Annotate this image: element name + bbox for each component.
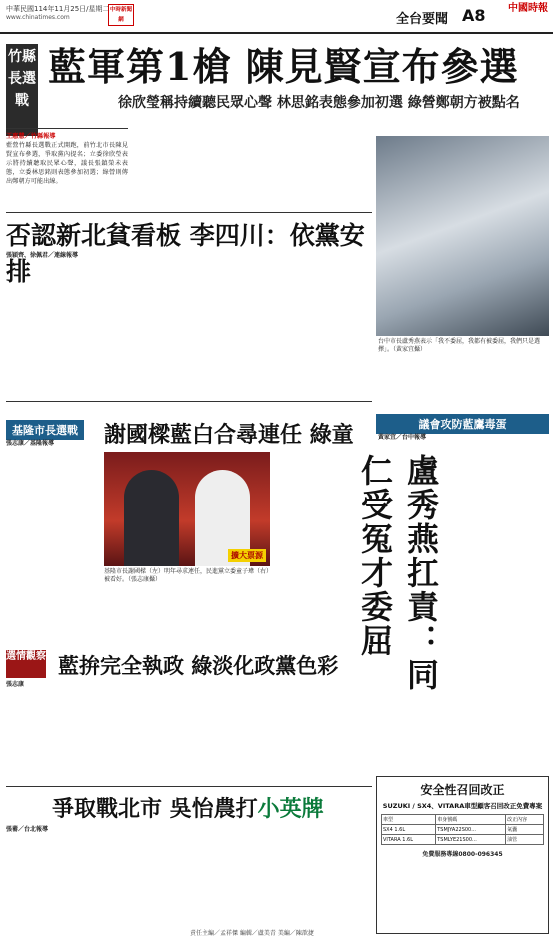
story2-byline: 張穎齊、徐佩君／連線報導 xyxy=(6,252,79,259)
table-cell: 油管 xyxy=(506,835,544,845)
story2-body xyxy=(6,262,372,402)
main-photo-caption: 台中市長盧秀燕表示「我不委屈，我都有被委屈，我們只是選擇」。（黃家宜攝） xyxy=(378,338,541,353)
story3-photo xyxy=(104,452,270,566)
story5-body xyxy=(6,690,372,782)
story1-body xyxy=(134,118,370,214)
section-title: 全台要聞 xyxy=(396,12,449,27)
table-cell: 氣囊 xyxy=(506,825,544,835)
story4-byline: 黃家宜／台中報導 xyxy=(378,434,427,441)
news-logo: 中時新聞網 xyxy=(108,4,134,26)
story5-headline: 藍拚完全執政 綠淡化政黨色彩 xyxy=(58,653,339,678)
candidate-left-figure xyxy=(124,470,179,566)
story4-body xyxy=(444,446,549,766)
table-cell: 車型 xyxy=(382,815,436,825)
ad-title: 安全性召回改正 xyxy=(420,783,505,797)
ad-subtitle: SUZUKI / SX4、VITARA車型顧客召回改正免費專案 xyxy=(382,802,543,810)
story5-tag: 選情觀察 xyxy=(6,650,46,678)
story6-headline-main: 爭取戰北市 吳怡農打 xyxy=(52,796,258,822)
story2-headline: 否認新北貧看板 李四川：依黨安排 xyxy=(6,221,365,286)
photo-label: 擴大票源 xyxy=(228,549,266,562)
story1-lede-text: 藍營竹縣長選戰正式開跑，前竹北市長陳見賢宣布參選，爭取黨內提名；立委徐欣瑩表示將持續聽取民眾心聲，議長張鎮榮未表態，立委林思銘則表態參加初選；綠營則傳出鄭朝方可能出線。 xyxy=(6,142,128,185)
ad-table xyxy=(381,814,544,845)
story1-byline: 王惠慧／竹縣報導 xyxy=(6,133,56,140)
story4-tag: 議會攻防藍鷹毒蛋 xyxy=(376,414,549,434)
story6-headline-highlight: 小英牌 xyxy=(257,796,324,822)
main-photo xyxy=(376,136,549,336)
story5-byline: 張志康 xyxy=(6,681,25,688)
page-footer: 責任主編／孟祥傑 編輯／盧美青 美編／陳歆捷 xyxy=(190,930,314,937)
masthead xyxy=(0,0,553,34)
table-cell: TSMJYA22S00... xyxy=(436,825,506,835)
table-cell: SX4 1.6L xyxy=(382,825,436,835)
story1-tag: 竹縣長選戰 xyxy=(6,44,38,136)
table-cell: TSMLYE21S00... xyxy=(436,835,506,845)
story3-body-left xyxy=(6,452,100,642)
table-row xyxy=(382,835,544,845)
story3-tag: 基隆市長選戰 xyxy=(6,420,84,440)
story3-byline: 張志康／基隆報導 xyxy=(6,440,55,447)
ad-phone: 免費服務專線0800-096345 xyxy=(422,851,503,858)
website-url[interactable]: www.chinatimes.com xyxy=(6,14,70,21)
table-cell: VITARA 1.6L xyxy=(382,835,436,845)
divider xyxy=(6,786,372,787)
story1-headline: 藍軍第1槍 陳見賢宣布參選 xyxy=(48,44,519,89)
page-number: A8 xyxy=(462,6,486,25)
story6-body xyxy=(6,836,372,924)
table-row xyxy=(382,825,544,835)
story3-headline: 謝國樑藍白合尋連任 綠童 xyxy=(104,422,354,448)
story3-caption: 基隆市長謝國樑（左）明年尋求連任，民進黨立委童子瑋（右）被看好。（張志康攝） xyxy=(104,568,270,583)
brand-logo: 中國時報 xyxy=(508,3,548,14)
issue-date: 中華民國114年11月25日/星期二 xyxy=(6,5,110,13)
recall-ad xyxy=(376,776,549,934)
divider xyxy=(6,212,372,213)
story6-byline: 張薷／台北報導 xyxy=(6,826,49,833)
story1-subhead: 徐欣瑩稱持續聽民眾心聲 林思銘表態參加初選 綠營鄭朝方被點名 xyxy=(118,95,520,111)
story4-headline: 盧秀燕扛責：同仁受冤才委屈 xyxy=(356,454,440,692)
table-cell: 改正內容 xyxy=(506,815,544,825)
story6-headline xyxy=(52,792,372,823)
table-row xyxy=(382,815,544,825)
table-cell: 車身號碼 xyxy=(436,815,506,825)
